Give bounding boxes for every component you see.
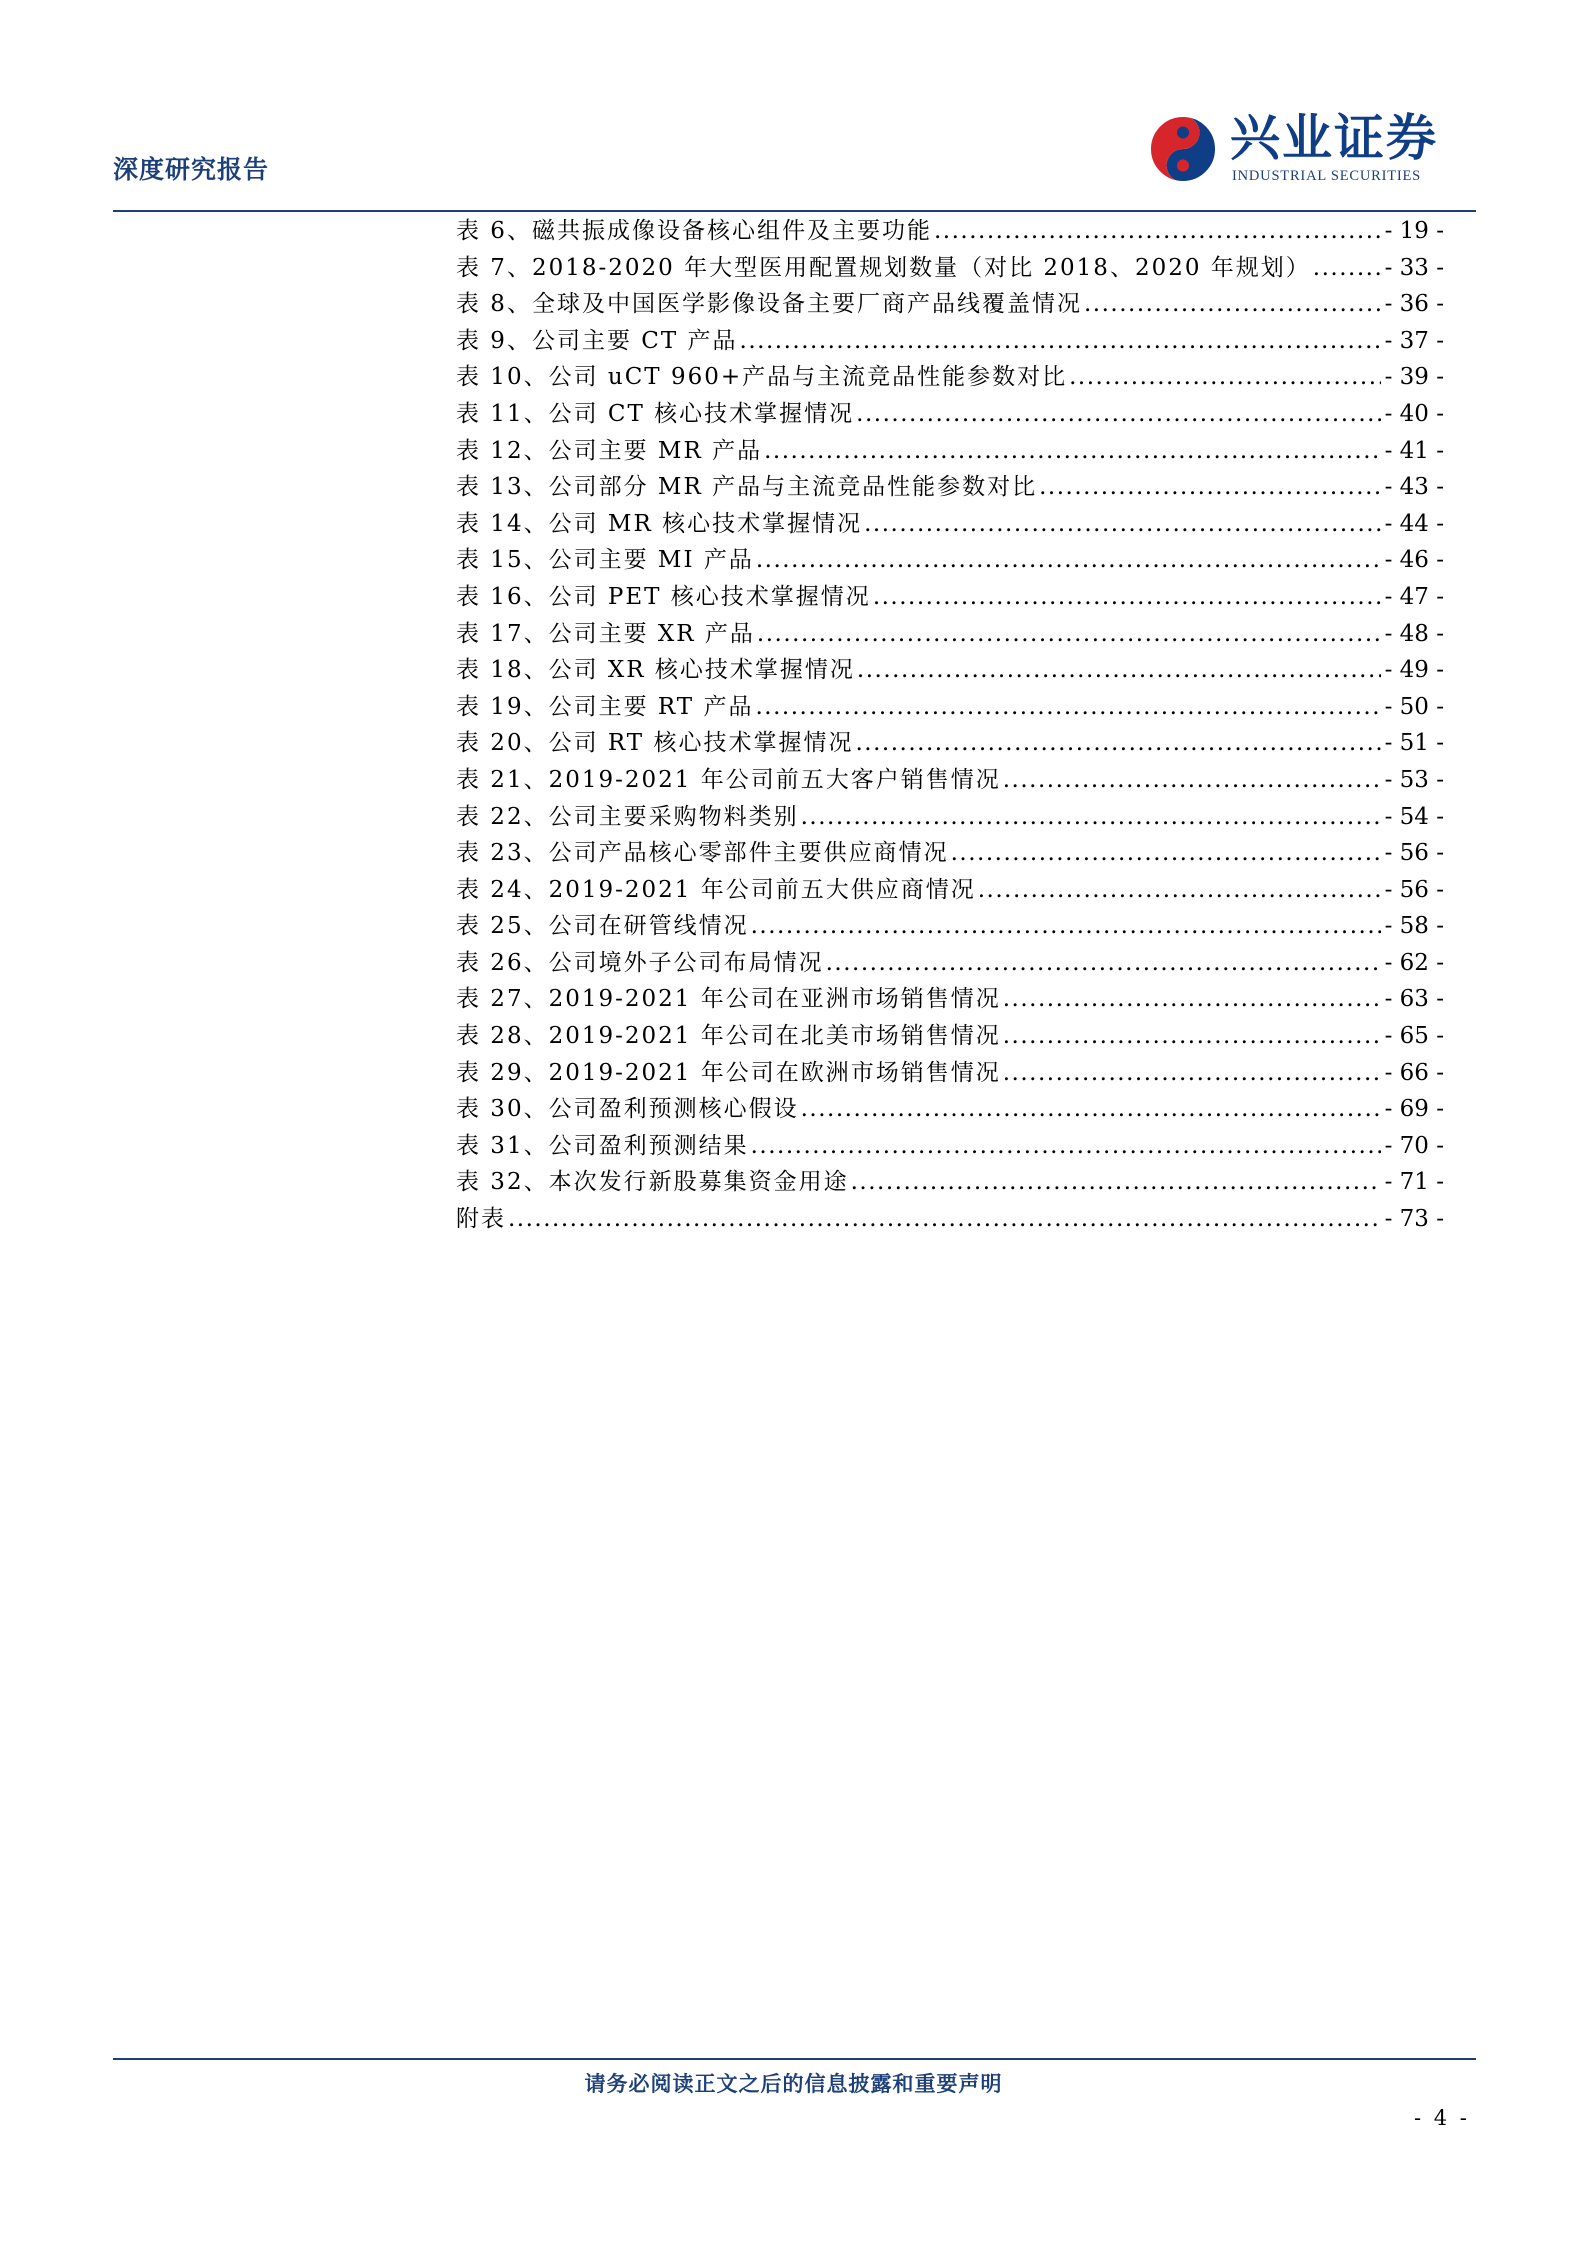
toc-entry-page: - 53 - — [1384, 766, 1444, 793]
toc-entry-title: 表 9、公司主要 CT 产品 — [456, 327, 738, 354]
report-type-label: 深度研究报告 — [113, 155, 270, 184]
toc-entry-leader-dots — [1039, 469, 1380, 506]
toc-entry[interactable] — [456, 945, 1444, 982]
toc-entry[interactable] — [456, 652, 1444, 689]
toc-entry[interactable] — [456, 250, 1444, 287]
page-number: - 4 - — [1414, 2106, 1470, 2130]
toc-entry[interactable] — [456, 762, 1444, 799]
toc-entry[interactable] — [456, 1128, 1444, 1165]
toc-entry[interactable] — [456, 469, 1444, 506]
toc-entry-page: - 49 - — [1384, 657, 1444, 684]
toc-entry-title: 表 20、公司 RT 核心技术掌握情况 — [456, 730, 854, 757]
toc-entry-leader-dots — [857, 652, 1381, 689]
toc-entry-page: - 19 - — [1384, 218, 1444, 244]
toc-entry-title: 表 6、磁共振成像设备核心组件及主要功能 — [456, 218, 932, 244]
toc-entry-leader-dots — [1003, 1018, 1381, 1055]
toc-entry[interactable] — [456, 286, 1444, 323]
toc-entry-title: 表 23、公司产品核心零部件主要供应商情况 — [456, 840, 949, 867]
toc-entry-leader-dots — [873, 579, 1381, 616]
footer-disclaimer: 请务必阅读正文之后的信息披露和重要声明 — [584, 2072, 1003, 2096]
toc-entry-leader-dots — [1003, 1055, 1381, 1092]
toc-entry[interactable] — [456, 213, 1444, 250]
toc-entry-page: - 58 - — [1384, 913, 1444, 940]
toc-entry-title: 表 24、2019-2021 年公司前五大供应商情况 — [456, 876, 976, 903]
toc-entry-page: - 41 - — [1384, 437, 1444, 464]
toc-entry[interactable] — [456, 725, 1444, 762]
toc-entry-title: 表 30、公司盈利预测核心假设 — [456, 1096, 799, 1123]
toc-entry-leader-dots — [757, 616, 1381, 653]
toc-entry[interactable] — [456, 1091, 1444, 1128]
toc-entry-page: - 51 - — [1384, 730, 1444, 757]
footer-divider — [113, 2058, 1476, 2060]
table-of-figures-list — [456, 213, 1444, 1238]
toc-entry-title: 表 10、公司 uCT 960+产品与主流竞品性能参数对比 — [456, 364, 1068, 391]
toc-entry-title: 表 32、本次发行新股募集资金用途 — [456, 1169, 849, 1196]
toc-entry-leader-dots — [751, 1128, 1381, 1165]
toc-entry-page: - 47 - — [1384, 583, 1444, 610]
toc-entry-page: - 46 - — [1384, 547, 1444, 574]
toc-entry-page: - 63 - — [1384, 986, 1444, 1013]
toc-entry-leader-dots — [801, 1091, 1381, 1128]
toc-entry-title: 表 26、公司境外子公司布局情况 — [456, 949, 824, 976]
toc-entry-page: - 33 - — [1384, 254, 1444, 281]
brand-name-english: INDUSTRIAL SECURITIES — [1232, 168, 1422, 184]
toc-entry-title: 表 12、公司主要 MR 产品 — [456, 437, 763, 464]
toc-entry-page: - 43 - — [1384, 474, 1444, 501]
toc-entry-leader-dots — [764, 433, 1380, 470]
toc-entry[interactable] — [456, 542, 1444, 579]
toc-entry-leader-dots — [1069, 359, 1380, 396]
brand-logo-mark-icon — [1148, 114, 1218, 184]
toc-entry[interactable] — [456, 579, 1444, 616]
toc-entry[interactable] — [456, 396, 1444, 433]
toc-entry-page: - 73 - — [1384, 1206, 1444, 1233]
toc-entry-leader-dots — [801, 799, 1381, 836]
toc-entry-page: - 37 - — [1384, 327, 1444, 354]
toc-entry-title: 表 17、公司主要 XR 产品 — [456, 620, 755, 647]
brand-name-chinese: 兴业证券 — [1230, 109, 1438, 167]
toc-entry-title: 表 31、公司盈利预测结果 — [456, 1132, 749, 1159]
toc-entry-leader-dots — [934, 213, 1381, 250]
toc-entry-leader-dots — [864, 506, 1380, 543]
toc-entry-page: - 56 - — [1384, 840, 1444, 867]
toc-entry-leader-dots — [756, 542, 1381, 579]
toc-entry[interactable] — [456, 1055, 1444, 1092]
toc-entry[interactable] — [456, 1201, 1444, 1238]
toc-entry-leader-dots — [755, 689, 1380, 726]
toc-entry[interactable] — [456, 506, 1444, 543]
toc-entry[interactable] — [456, 1164, 1444, 1201]
toc-entry-page: - 71 - — [1384, 1169, 1444, 1196]
toc-entry-page: - 40 - — [1384, 400, 1444, 427]
toc-entry-leader-dots — [856, 396, 1380, 433]
toc-entry-page: - 69 - — [1384, 1096, 1444, 1123]
toc-entry[interactable] — [456, 689, 1444, 726]
toc-entry-title: 表 19、公司主要 RT 产品 — [456, 693, 754, 720]
toc-entry-title: 表 22、公司主要采购物料类别 — [456, 803, 799, 830]
toc-entry-leader-dots — [1313, 250, 1381, 287]
toc-entry-leader-dots — [851, 1164, 1381, 1201]
toc-entry-page: - 44 - — [1384, 510, 1444, 537]
header-divider — [113, 210, 1476, 212]
toc-entry-leader-dots — [1003, 762, 1381, 799]
toc-entry[interactable] — [456, 981, 1444, 1018]
toc-entry[interactable] — [456, 908, 1444, 945]
toc-entry[interactable] — [456, 799, 1444, 836]
toc-entry-leader-dots — [978, 872, 1381, 909]
toc-entry[interactable] — [456, 323, 1444, 360]
toc-entry[interactable] — [456, 1018, 1444, 1055]
toc-entry-title: 表 7、2018-2020 年大型医用配置规划数量（对比 2018、2020 年规划） — [456, 254, 1311, 281]
toc-entry-title: 表 28、2019-2021 年公司在北美市场销售情况 — [456, 1023, 1001, 1050]
toc-entry-page: - 54 - — [1384, 803, 1444, 830]
toc-entry-page: - 62 - — [1384, 949, 1444, 976]
toc-entry-page: - 65 - — [1384, 1023, 1444, 1050]
toc-entry[interactable] — [456, 433, 1444, 470]
toc-entry[interactable] — [456, 835, 1444, 872]
toc-entry-title: 表 29、2019-2021 年公司在欧洲市场销售情况 — [456, 1059, 1001, 1086]
toc-entry-leader-dots — [855, 725, 1380, 762]
toc-entry-title: 表 27、2019-2021 年公司在亚洲市场销售情况 — [456, 986, 1001, 1013]
toc-entry-page: - 36 - — [1384, 291, 1444, 318]
toc-entry-leader-dots — [826, 945, 1381, 982]
toc-entry-leader-dots — [508, 1201, 1381, 1238]
toc-entry-title: 附表 — [456, 1206, 506, 1233]
toc-entry-title: 表 13、公司部分 MR 产品与主流竞品性能参数对比 — [456, 474, 1038, 501]
toc-entry-leader-dots — [951, 835, 1381, 872]
toc-entry-leader-dots — [740, 323, 1381, 360]
toc-entry-leader-dots — [1003, 981, 1381, 1018]
toc-entry[interactable] — [456, 616, 1444, 653]
toc-entry-title: 表 11、公司 CT 核心技术掌握情况 — [456, 400, 855, 427]
toc-entry-title: 表 14、公司 MR 核心技术掌握情况 — [456, 510, 863, 537]
toc-entry-page: - 70 - — [1384, 1132, 1444, 1159]
toc-entry-leader-dots — [1084, 286, 1381, 323]
toc-entry[interactable] — [456, 359, 1444, 396]
toc-entry-title: 表 8、全球及中国医学影像设备主要厂商产品线覆盖情况 — [456, 291, 1082, 318]
toc-entry-page: - 50 - — [1384, 693, 1444, 720]
toc-entry-title: 表 16、公司 PET 核心技术掌握情况 — [456, 583, 871, 610]
brand-logo — [1148, 110, 1478, 190]
toc-entry-title: 表 18、公司 XR 核心技术掌握情况 — [456, 657, 855, 684]
toc-entry[interactable] — [456, 872, 1444, 909]
toc-entry-page: - 39 - — [1384, 364, 1444, 391]
toc-entry-leader-dots — [751, 908, 1381, 945]
toc-entry-title: 表 21、2019-2021 年公司前五大客户销售情况 — [456, 766, 1001, 793]
toc-entry-page: - 66 - — [1384, 1059, 1444, 1086]
toc-entry-page: - 48 - — [1384, 620, 1444, 647]
toc-entry-title: 表 15、公司主要 MI 产品 — [456, 547, 754, 574]
toc-entry-page: - 56 - — [1384, 876, 1444, 903]
toc-entry-title: 表 25、公司在研管线情况 — [456, 913, 749, 940]
